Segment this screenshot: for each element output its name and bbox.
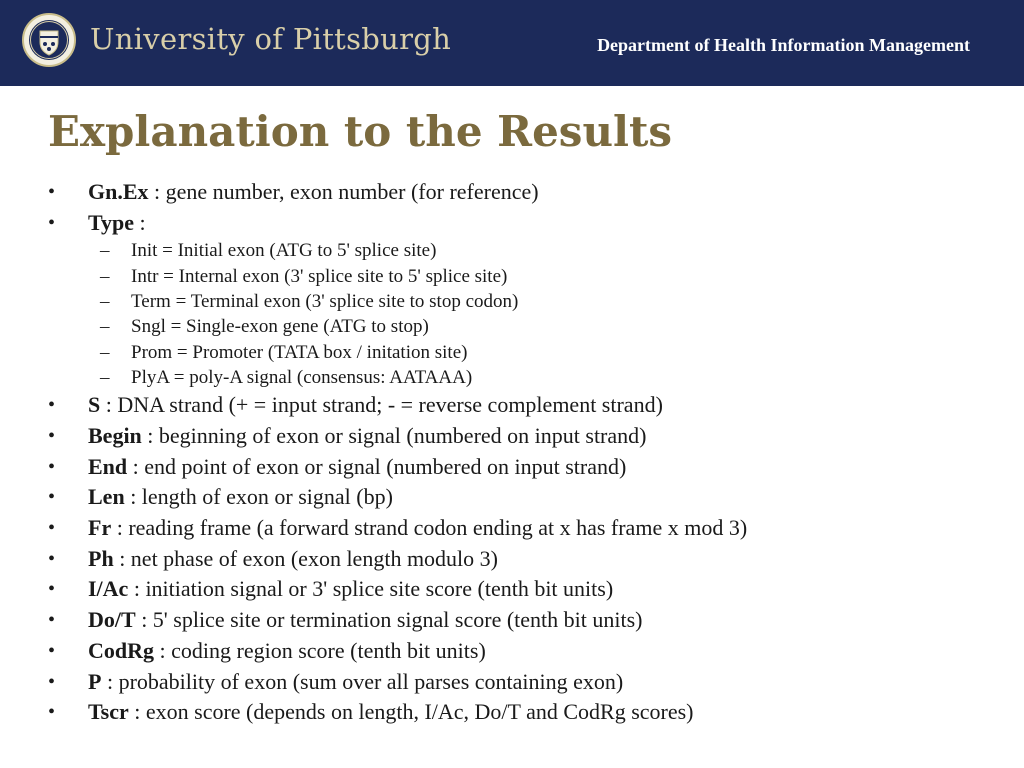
item-description: : initiation signal or 3' splice site score (tenth bit units) (128, 576, 614, 602)
item-term: P (88, 668, 102, 694)
list-item (48, 636, 1008, 667)
item-term: S (88, 392, 101, 418)
item-description: : end point of exon or signal (numbered on input strand) (127, 453, 627, 479)
item-description: : gene number, exon number (for reference) (148, 179, 539, 204)
sub-list-item: – Prom = Promoter (TATA box / initation site) (48, 340, 1008, 365)
item-description: : coding region score (tenth bit units) (154, 637, 486, 663)
item-description: : 5' splice site or termination signal score (tenth bit units) (135, 607, 643, 633)
item-term: I/Ac (88, 576, 129, 602)
list-item (48, 605, 1008, 636)
item-term: End (88, 453, 128, 479)
item-term: Tscr (88, 699, 129, 725)
list-item (48, 544, 1008, 575)
department-name: Department of Health Information Management (597, 35, 970, 55)
list-item (48, 452, 1008, 483)
item-description: : (134, 209, 146, 235)
item-description: : exon score (depends on length, I/Ac, Do/T and CodRg scores) (128, 699, 694, 725)
list-item (48, 390, 1008, 421)
sub-list-item: – Term = Terminal exon (3' splice site to stop codon) (48, 289, 1008, 314)
list-item (48, 574, 1008, 605)
item-term: CodRg (88, 637, 155, 663)
university-name: University of Pittsburgh (90, 22, 452, 56)
item-description: : length of exon or signal (bp) (124, 484, 393, 510)
item-description: : reading frame (a forward strand codon ending at x has frame x mod 3) (111, 515, 748, 540)
item-term: Begin (88, 422, 142, 448)
item-description: : net phase of exon (exon length modulo 3) (113, 545, 498, 571)
sub-list-item: – Sngl = Single-exon gene (ATG to stop) (48, 314, 1008, 339)
item-term: Fr (88, 515, 112, 540)
list-item (48, 667, 1008, 698)
item-description: : DNA strand (+ = input strand; - = reverse complement strand) (100, 392, 663, 418)
list-item (48, 177, 1008, 208)
sub-list-item: – Intr = Internal exon (3' splice site to 5' splice site) (48, 264, 1008, 289)
item-term: Type (88, 209, 135, 235)
list-item (48, 697, 1008, 728)
list-item (48, 208, 1008, 239)
results-explanation-list (48, 177, 1008, 728)
sublist-container (48, 238, 1008, 390)
header-bar (0, 0, 1024, 86)
item-term: Do/T (88, 607, 136, 633)
type-sublist (48, 238, 1008, 390)
item-term: Gn.Ex (88, 179, 149, 204)
list-item (48, 421, 1008, 452)
item-description: : beginning of exon or signal (numbered on input strand) (141, 422, 647, 448)
list-item (48, 482, 1008, 513)
item-term: Len (88, 484, 125, 510)
item-description: : probability of exon (sum over all parses containing exon) (101, 668, 624, 694)
item-term: Ph (88, 545, 114, 571)
university-seal-icon (22, 13, 76, 67)
sub-list-item: – Init = Initial exon (ATG to 5' splice site) (48, 238, 1008, 263)
list-item (48, 513, 1008, 544)
page-title: Explanation to the Results (48, 107, 672, 156)
sub-list-item: – PlyA = poly-A signal (consensus: AATAAA) (48, 365, 1008, 390)
